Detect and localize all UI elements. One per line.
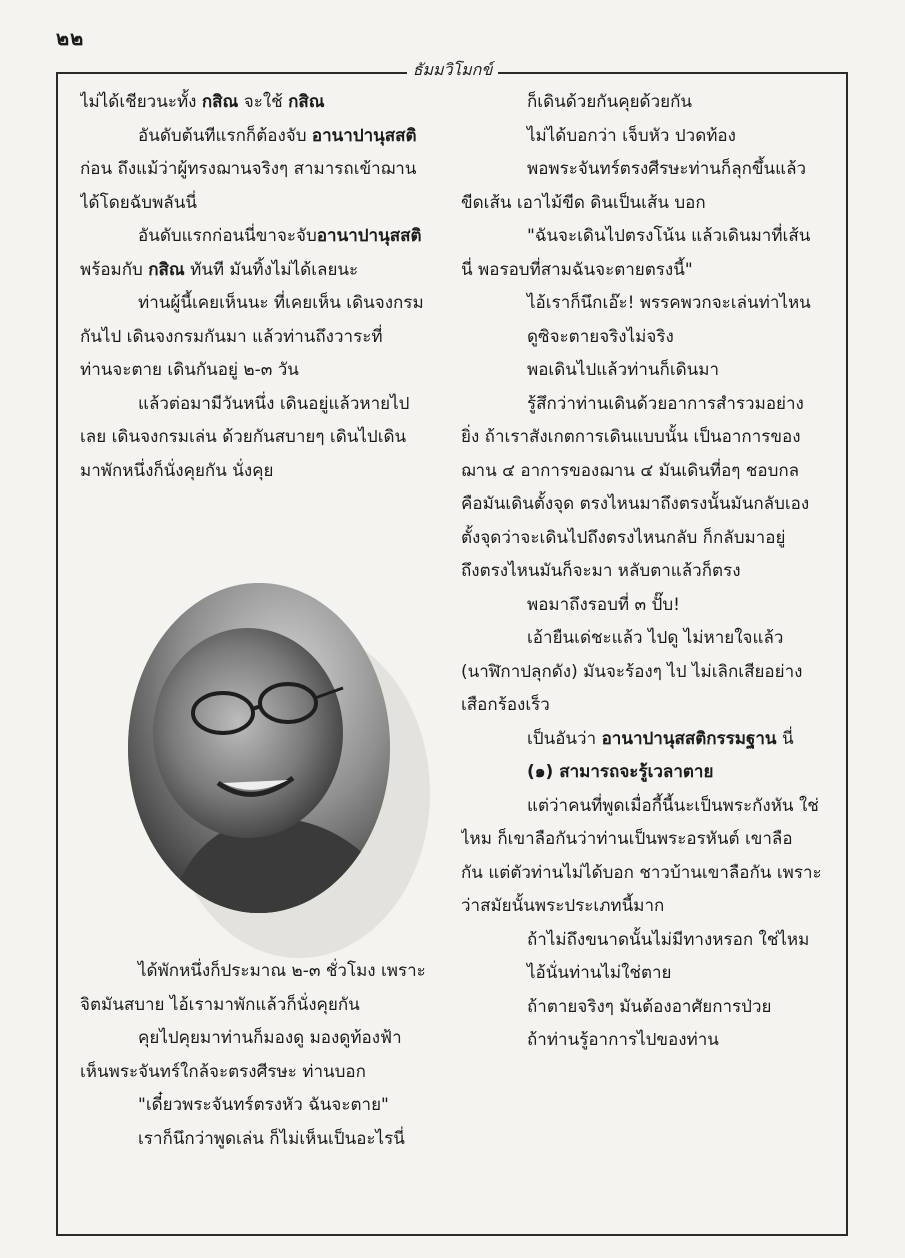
text-line — [80, 86, 435, 120]
text-run: "ฉันจะเดินไปตรงโน้น แล้วเดินมาที่เส้น — [527, 226, 811, 246]
text-line — [461, 957, 823, 991]
text-run: เห็นพระจันทร์ใกล้จะตรงศีรษะ ท่านบอก — [80, 1061, 366, 1082]
text-line — [461, 924, 823, 958]
text-run: จะใช้ — [238, 92, 289, 112]
text-line — [80, 1123, 435, 1157]
text-line — [80, 254, 435, 288]
text-run: ไอ้เราก็นึกเอ๊ะ! พรรคพวกจะเล่นท่าไหน — [527, 293, 811, 313]
text-line — [461, 555, 823, 589]
text-run: ท่านจะตาย เดินกันอยู่ ๒-๓ วัน — [80, 360, 299, 380]
text-line — [80, 388, 435, 422]
text-run: จิตมันสบาย ไอ้เรามาพักแล้วก็นั่งคุยกัน — [80, 994, 360, 1015]
text-line — [80, 1089, 435, 1123]
text-run: พร้อมกับ — [80, 259, 149, 280]
monk-portrait-photo — [128, 583, 390, 913]
text-line — [461, 991, 823, 1025]
text-line — [80, 455, 435, 489]
running-header — [0, 58, 905, 83]
text-line — [461, 455, 823, 489]
bold-term: กสิณ — [288, 92, 325, 112]
text-run: ขีดเส้น เอาไม้ขีด ดินเป็นเส้น บอก — [461, 192, 706, 213]
text-line — [461, 153, 823, 187]
bold-term: (๑) สามารถจะรู้เวลาตาย — [527, 762, 714, 782]
text-line — [461, 589, 823, 623]
left-column-bottom — [80, 955, 435, 1156]
text-run: ได้โดยฉับพลันนี่ — [80, 192, 197, 213]
text-run: ไม่ได้เชียวนะทั้ง — [80, 92, 202, 112]
page-number: ๒๒ — [56, 26, 85, 50]
text-line — [461, 790, 823, 824]
text-run: ถ้าท่านรู้อาการไปของท่าน — [527, 1030, 719, 1050]
text-line — [80, 421, 435, 455]
text-run: ได้พักหนึ่งก็ประมาณ ๒-๓ ชั่วโมง เพราะ — [138, 961, 426, 981]
text-run: คุยไปคุยมาท่านก็มองดู มองดูท้องฟ้า — [138, 1028, 402, 1048]
text-line — [461, 689, 823, 723]
left-column-top — [80, 86, 435, 488]
text-run: ยิ่ง ถ้าเราสังเกตการเดินแบบนั้น เป็นอาการของ — [461, 427, 801, 447]
text-line — [461, 723, 823, 757]
text-line — [461, 220, 823, 254]
text-run: ไหม ก็เขาลือกันว่าท่านเป็นพระอรหันต์ เขาลือ — [461, 829, 793, 849]
text-run: ทันที มันทิ้งไม่ได้เลยนะ — [184, 259, 359, 280]
bold-term: อานาปานุสสติ — [311, 125, 417, 146]
text-line — [461, 890, 823, 924]
text-line — [80, 321, 435, 355]
text-line — [461, 86, 823, 120]
text-line — [80, 1056, 435, 1090]
text-line — [461, 656, 823, 690]
text-run: "เดี๋ยวพระจันทร์ตรงหัว ฉันจะตาย" — [138, 1095, 389, 1115]
text-run: แต่ว่าคนที่พูดเมื่อกี้นี้นะเป็นพระกังหัน ใช่ — [527, 795, 819, 816]
text-line — [80, 955, 435, 989]
text-line — [461, 254, 823, 288]
text-run: พอเดินไปแล้วท่านก็เดินมา — [527, 360, 720, 380]
text-run: อันดับต้นทีแรกก็ต้องจับ — [138, 125, 312, 146]
bold-term: อานาปานุสสติ — [316, 226, 422, 246]
text-run: กันไป เดินจงกรมกันมา แล้วท่านถึงวาระที่ — [80, 326, 383, 347]
text-line — [461, 488, 823, 522]
text-run: กัน แต่ตัวท่านไม่ได้บอก ชาวบ้านเขาลือกัน เพราะ — [461, 862, 822, 883]
text-line — [80, 187, 435, 221]
text-run: พอมาถึงรอบที่ ๓ ปั๊บ! — [527, 594, 680, 615]
text-run: เราก็นึกว่าพูดเล่น ก็ไม่เห็นเป็นอะไรนี่ — [138, 1128, 405, 1149]
text-run: ก่อน ถึงแม้ว่าผู้ทรงฌานจริงๆ สามารถเข้าฌาน — [80, 159, 417, 179]
text-line — [461, 1024, 823, 1058]
text-line — [461, 823, 823, 857]
text-line — [80, 1022, 435, 1056]
text-run: เสือกร้องเร็ว — [461, 695, 550, 715]
text-line — [461, 388, 823, 422]
bold-term: อานาปานุสสติกรรมฐาน — [601, 728, 777, 749]
text-line — [80, 989, 435, 1023]
text-run: ถ้าตายจริงๆ มันต้องอาศัยการป่วย — [527, 996, 772, 1017]
text-run: รู้สึกว่าท่านเดินด้วยอาการสำรวมอย่าง — [527, 393, 804, 414]
bold-term: กสิณ — [148, 259, 185, 280]
text-line — [461, 354, 823, 388]
text-run: แล้วต่อมามีวันหนึ่ง เดินอยู่แล้วหายไป — [138, 393, 410, 414]
text-line — [461, 857, 823, 891]
text-run: พอพระจันทร์ตรงศีรษะท่านก็ลุกขึ้นแล้ว — [527, 159, 807, 179]
text-line — [461, 287, 823, 321]
bold-term: กสิณ — [201, 92, 239, 112]
text-line — [80, 220, 435, 254]
right-column — [461, 86, 823, 1058]
text-line — [461, 756, 823, 790]
text-run: ถ้าไม่ถึงขนาดนั้นไม่มีทางหรอก ใช่ไหม — [527, 929, 810, 950]
text-line — [461, 421, 823, 455]
text-run: เลย เดินจงกรมเล่น ด้วยกันสบายๆ เดินไปเดิน — [80, 427, 407, 447]
text-line — [461, 321, 823, 355]
portrait-illustration — [128, 583, 390, 913]
text-run: นี่ — [776, 728, 794, 749]
text-run: ท่านผู้นี้เคยเห็นนะ ที่เคยเห็น เดินจงกรม — [138, 293, 424, 313]
text-run: ถึงตรงไหนมันก็จะมา หลับตาแล้วก็ตรง — [461, 561, 741, 581]
text-line — [461, 522, 823, 556]
text-run: นี่ พอรอบที่สามฉันจะตายตรงนี้" — [461, 259, 693, 280]
text-line — [461, 622, 823, 656]
text-run: อันดับแรกก่อนนี่ขาจะจับ — [138, 226, 317, 246]
text-line — [80, 153, 435, 187]
text-run: ก็เดินด้วยกันคุยด้วยกัน — [527, 92, 693, 112]
text-run: (นาฬิกาปลุกดัง) มันจะร้องๆ ไป ไม่เลิกเสียอย่าง — [461, 661, 803, 682]
text-line — [80, 120, 435, 154]
header-title: ธัมมวิโมกข์ — [407, 60, 499, 79]
text-run: ฌาน ๔ อาการของฌาน ๔ มันเดินที่อๆ ชอบกล — [461, 460, 800, 481]
text-line — [461, 120, 823, 154]
text-run: เอ้ายืนเด่ชะแล้ว ไปดู ไม่หายใจแล้ว — [527, 628, 784, 648]
text-run: ตั้งจุดว่าจะเดินไปถึงตรงไหนกลับ ก็กลับมาอยู่ — [461, 527, 786, 548]
text-run: ดูซิจะตายจริงไม่จริง — [527, 326, 674, 347]
text-run: มาพักหนึ่งก็นั่งคุยกัน นั่งคุย — [80, 460, 274, 481]
text-run: ไอ้นั่นท่านไม่ใช่ตาย — [527, 963, 672, 983]
text-run: คือมันเดินตั้งจุด ตรงไหนมาถึงตรงนั้นมันกลับเอง — [461, 494, 810, 514]
text-line — [461, 187, 823, 221]
text-run: ไม่ได้บอกว่า เจ็บหัว ปวดท้อง — [527, 125, 736, 146]
text-run: ว่าสมัยนั้นพระประเภทนี้มาก — [461, 896, 665, 916]
text-run: เป็นอันว่า — [527, 728, 602, 749]
text-line — [80, 354, 435, 388]
text-line — [80, 287, 435, 321]
